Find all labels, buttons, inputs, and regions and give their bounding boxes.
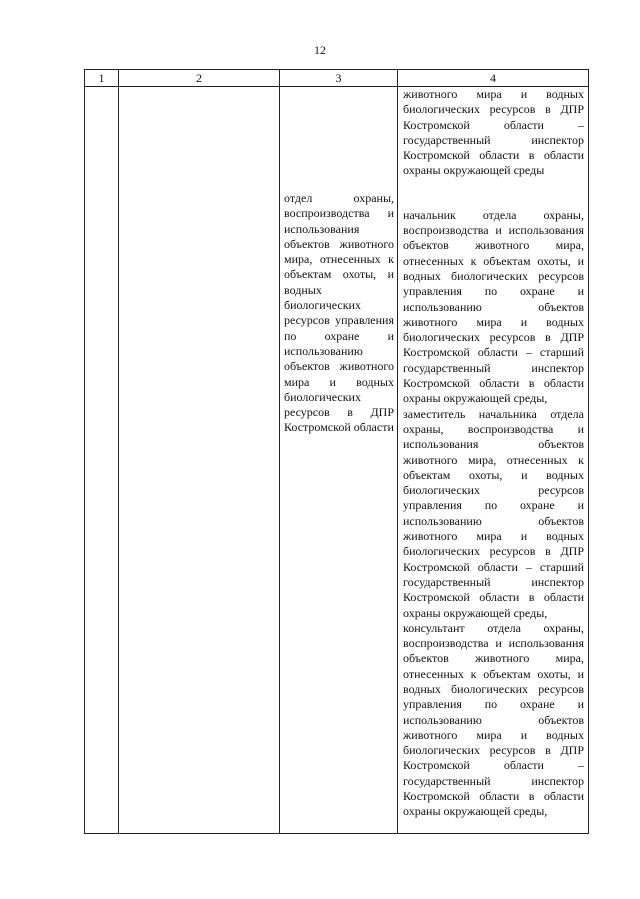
header-col-4: 4	[490, 71, 496, 85]
column-divider-3	[397, 70, 398, 833]
col4-entry-head: начальник отдела охраны, воспроизводства и использования объектов животного мира, отнесенных к объектам охоты, и водных биологических ресурсов управления по охране и использованию объектов животного мира и водных биологических ресурсов в ДПР Костромской области – старший государственный инспектор Костромской области в области охраны окружающей среды,	[403, 207, 584, 406]
positions-table	[84, 69, 589, 834]
col4-entry-deputy-head: заместитель начальника отдела охраны, воспроизводства и использования объектов животного мира, отнесенных к объектам охоты, и водных биологических ресурсов управления по охране и использованию объектов животного мира и водных биологических ресурсов в ДПР Костромской области – старший государственный инспектор Костромской области в области охраны окружающей среды,	[403, 406, 584, 620]
header-col-2: 2	[196, 71, 202, 85]
column-divider-2	[279, 70, 280, 833]
col4-continued-text: животного мира и водных биологических ресурсов в ДПР Костромской области – государственный инспектор Костромской области в области охраны окружающей среды	[403, 87, 584, 178]
column-divider-1	[118, 70, 119, 833]
col4-positions	[403, 87, 584, 820]
col4-entry-consultant: консультант отдела охраны, воспроизводства и использования объектов животного мира, отнесенных к объектам охоты, и водных биологических ресурсов управления по охране и использованию объектов животного мира и водных биологических ресурсов в ДПР Костромской области – государственный инспектор Костромской области в области охраны окружающей среды,	[403, 620, 584, 819]
table-header-row	[85, 70, 588, 87]
col3-department-name	[284, 191, 394, 436]
page-number: 12	[314, 43, 326, 57]
header-col-1: 1	[98, 71, 105, 85]
header-col-3: 3	[335, 71, 342, 85]
col3-text: отдел охраны, воспроизводства и использования объектов животного мира, отнесенных к объектам охоты, и водных биологических ресурсов управления по охране и использованию объектов животного мира и водных биологических ресурсов в ДПР Костромской области	[284, 191, 394, 435]
